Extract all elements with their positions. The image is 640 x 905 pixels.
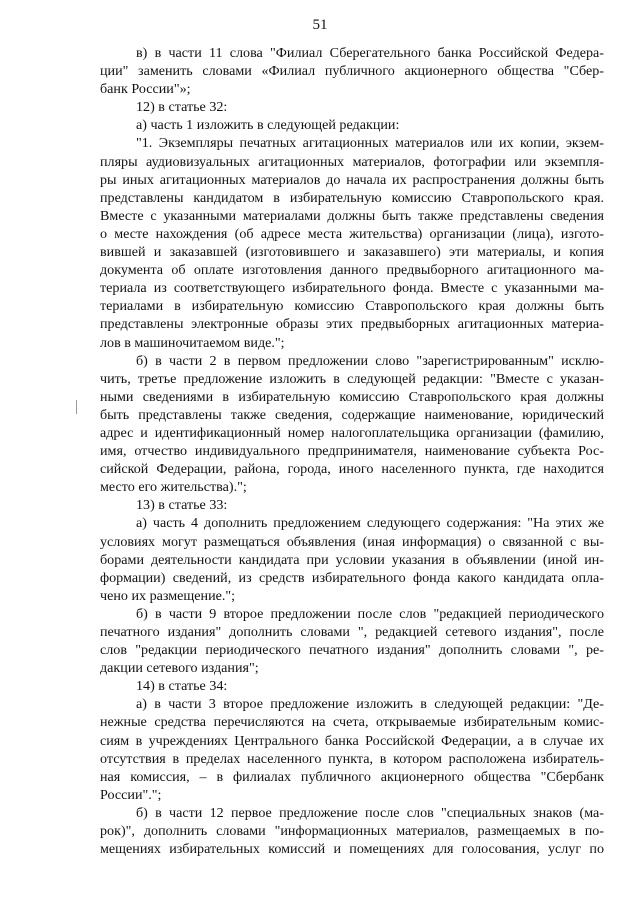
- text-line: териалами в избирательную комиссию Ставропольского края должны быть: [100, 298, 604, 315]
- text-line: формации) сведений, из средств избирательного фонда какого кандидата опла-: [100, 569, 604, 586]
- scan-artifact: [76, 400, 77, 414]
- text-line: а) часть 1 изложить в следующей редакции:: [136, 117, 400, 134]
- text-line: ры иных агитационных материалов до начала их распространения должны быть: [100, 171, 604, 188]
- text-line: лов в машиночитаемом виде.";: [100, 334, 285, 351]
- text-line: 12) в статье 32:: [136, 99, 228, 116]
- text-line: 13) в статье 33:: [136, 497, 228, 514]
- text-line: сиям в учреждениях Центрального банка Российской Федерации, а в случае их: [100, 732, 604, 749]
- page-number: 51: [312, 17, 328, 33]
- text-line: представлены электронные образы этих предвыборных агитационных материа-: [100, 316, 604, 333]
- text-line: место его жительства).";: [100, 479, 247, 496]
- text-line: 14) в статье 34:: [136, 678, 228, 695]
- text-line: териала из соответствующего избирательного фонда. Вместе с указанными ма-: [100, 280, 604, 297]
- text-line: банк России"»;: [100, 81, 191, 98]
- text-line: быть представлены также сведения, содержащие наименование, юридический: [100, 406, 604, 423]
- text-line: печатного издания" дополнить словами ", редакцией сетевого издания", после: [100, 624, 604, 640]
- text-line: б) в части 9 второе предложении после слов "редакцией периодического: [136, 605, 604, 622]
- text-line: в) в части 11 слова "Филиал Сберегательного банка Российской Федера-: [136, 45, 604, 61]
- text-line: ции" заменить словами «Филиал публичного акционерного общества "Сбер-: [100, 63, 604, 80]
- text-line: условиях могут размещаться объявления (иная информация) о связанной с вы-: [100, 533, 604, 550]
- text-line: борами деятельности кандидата при условии указания в объявлении (иной ин-: [100, 551, 604, 568]
- text-line: адрес и идентификационный номер налогоплательщика организации (фамилию,: [100, 424, 604, 441]
- text-line: мещениях избирательных комиссий и помещениях для голосования, услуг по: [100, 841, 604, 858]
- text-line: рок)", дополнить словами "информационных материалов, размещаемых в по-: [100, 823, 604, 840]
- text-line: Вместе с указанными материалами должны быть также представлены сведения: [100, 207, 604, 224]
- text-line: чить, третье предложение изложить в следующей редакции: "Вместе с указан-: [100, 370, 604, 387]
- text-line: "1. Экземпляры печатных агитационных материалов или их копии, экзем-: [136, 135, 604, 152]
- text-line: дакции сетевого издания";: [100, 660, 259, 677]
- text-line: б) в части 2 в первом предложении слово "зарегистрированным" исклю-: [136, 352, 604, 369]
- text-line: ная комиссия, – в филиалах публичного акционерного общества "Сбербанк: [100, 768, 604, 785]
- text-line: чено их размещение.";: [100, 587, 236, 604]
- text-line: б) в части 12 первое предложение после слов "специальных знаков (ма-: [136, 804, 604, 821]
- text-line: нежные средства перечисляются на счета, открываемые избирательным комис-: [100, 714, 604, 731]
- text-line: слов "редакции периодического печатного издания" дополнить словами ", ре-: [100, 642, 604, 659]
- text-line: пляры аудиовизуальных агитационных материалов, фотографии или экземпля-: [100, 153, 604, 170]
- text-line: отсутствия в пределах населенного пункта, в котором расположена избиратель-: [100, 750, 604, 767]
- text-line: документа об оплате изготовления данного предвыборного агитационного ма-: [100, 262, 604, 279]
- text-line: а) в части 3 второе предложение изложить в следующей редакции: "Де-: [136, 696, 604, 713]
- text-line: о месте нахождения (об адресе места жительства) организации (лица), изгото-: [100, 225, 604, 242]
- text-line: сийской Федерации, района, города, иного населенного пункта, где находится: [100, 461, 604, 478]
- text-line: представлены кандидатом в избирательную комиссию Ставропольского края.: [100, 189, 604, 206]
- text-line: ными сведениями в избирательную комиссию Ставропольского края должны: [100, 388, 604, 405]
- document-body: [100, 44, 604, 858]
- text-line: а) часть 4 дополнить предложением следующего содержания: "На этих же: [136, 515, 604, 532]
- text-line: вившей и заказавшей (изготовившего и заказавшего) эти материалы, и копия: [100, 244, 604, 261]
- text-line: имя, отчество индивидуального предпринимателя, наименование субъекта Рос-: [100, 443, 604, 460]
- text-line: России".";: [100, 786, 162, 803]
